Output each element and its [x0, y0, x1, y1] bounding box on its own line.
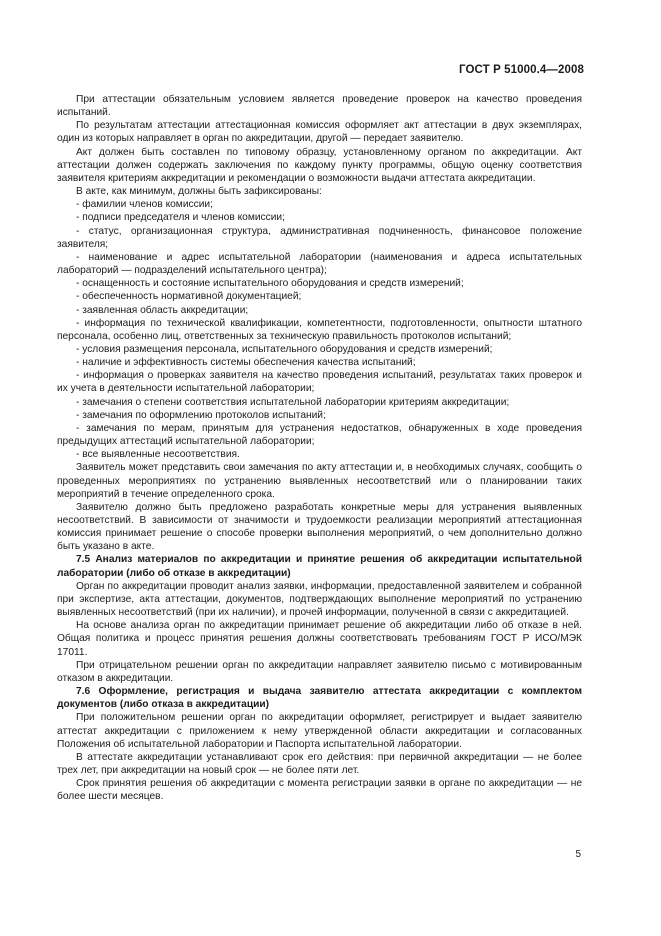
list-item: - оснащенность и состояние испытательного оборудования и средств измерений;	[76, 278, 464, 290]
list-item: - замечания по оформлению протоколов испытаний;	[76, 409, 326, 421]
page-number: 5	[575, 849, 581, 860]
list-item: - наличие и эффективность системы обеспечения качества испытаний;	[76, 357, 416, 369]
paragraph: На основе анализа орган по аккредитации принимает решение об аккредитации либо об отказе в ней. Общая политика и процесс принятия решения должны соответствовать требованиям ГОСТ Р ИСО/МЭК 17011.	[57, 620, 582, 658]
section-heading-7-6: 7.6 Оформление, регистрация и выдача заявителю аттестата аккредитации с комплектом документов (либо отказа в аккредитации)	[57, 686, 582, 711]
list-item: - информация о проверках заявителя на качество проведения испытаний, результатах таких проверок и их учета в деятельности испытательной лаборатории;	[57, 370, 582, 395]
list-item: - все выявленные несоответствия.	[76, 449, 240, 461]
list-item: - замечания о степени соответствия испытательной лаборатории критериям аккредитации;	[76, 396, 510, 408]
paragraph: Срок принятия решения об аккредитации с момента регистрации заявки в органе по аккредитации — не более шести месяцев.	[57, 778, 582, 803]
paragraph: Заявителю должно быть предложено разработать конкретные меры для устранения выявленных несоответствий. В зависимости от значимости и трудоемкости реализации мероприятий аттестационная комиссия принимает решение о способе проверки выполнения мероприятий, о чем дополнительно должно быть указано в акте.	[57, 501, 582, 553]
list-item: - условия размещения персонала, испытательного оборудования и средств измерений;	[76, 343, 493, 355]
list-item: - заявленная область аккредитации;	[76, 304, 249, 316]
list-item: - фамилии членов комиссии;	[76, 199, 213, 211]
list-item: - статус, организационная структура, административная подчиненность, финансовое положение заявителя;	[57, 225, 582, 250]
document-body	[57, 93, 582, 803]
standard-designation: ГОСТ Р 51000.4—2008	[459, 64, 584, 76]
paragraph: Акт должен быть составлен по типовому образцу, установленному органом по аккредитации. Акт аттестации должен содержать заключения по каждому пункту программы, общую оценку соответствия заявителя критериям аккредитации и рекомендации о возможности выдачи аттестата аккредитации.	[57, 146, 582, 184]
paragraph: Орган по аккредитации проводит анализ заявки, информации, предоставленной заявителем и собранной при экспертизе, акта аттестации, документов, подтверждающих выполнение мероприятий по устранению выявленных несоответствий (при их наличии), и прочей информации, полученной в связи с аккредитацией.	[57, 580, 582, 619]
paragraph: При аттестации обязательным условием является проведение проверок на качество проведения испытаний.	[57, 94, 582, 119]
list-item: - обеспеченность нормативной документацией;	[76, 291, 302, 303]
list-item: - подписи председателя и членов комиссии;	[76, 212, 285, 224]
paragraph: При отрицательном решении орган по аккредитации направляет заявителю письмо с мотивированным отказом в аккредитации.	[57, 659, 582, 684]
paragraph: В акте, как минимум, должны быть зафиксированы:	[76, 186, 322, 198]
section-heading-7-5: 7.5 Анализ материалов по аккредитации и принятие решения об аккредитации испытательной лаборатории (либо об отказе в аккредитации)	[57, 554, 582, 579]
list-item: - информация по технической квалификации, компетентности, подготовленности, опытности штатного персонала, особенно лиц, ответственных за техническую правильность протоколов испытаний;	[57, 317, 582, 342]
paragraph: В аттестате аккредитации устанавливают срок его действия: при первичной аккредитации — не более трех лет, при аккредитации на новый срок — не более пяти лет.	[57, 751, 582, 776]
paragraph: При положительном решении орган по аккредитации оформляет, регистрирует и выдает заявителю аттестат аккредитации с приложением к нему утвержденной области аккредитации и согласованных Положения об испытательной лаборатории и Паспорта испытательной лаборатории.	[57, 712, 582, 750]
paragraph: По результатам аттестации аттестационная комиссия оформляет акт аттестации в двух экземплярах, один из которых направляет в орган по аккредитации, другой — передает заявителю.	[57, 120, 582, 145]
list-item: - наименование и адрес испытательной лаборатории (наименования и адреса испытательных лабораторий — подразделений испытательного центра);	[57, 251, 582, 277]
paragraph: Заявитель может представить свои замечания по акту аттестации и, в необходимых случаях, сообщить о проведенных мероприятиях по устранению выявленных несоответствий или о планировании таких мероприятий в течение определенного срока.	[57, 462, 582, 500]
list-item: - замечания по мерам, принятым для устранения недостатков, обнаруженных в ходе проведения предыдущих аттестаций испытательной лаборатории;	[57, 422, 582, 448]
